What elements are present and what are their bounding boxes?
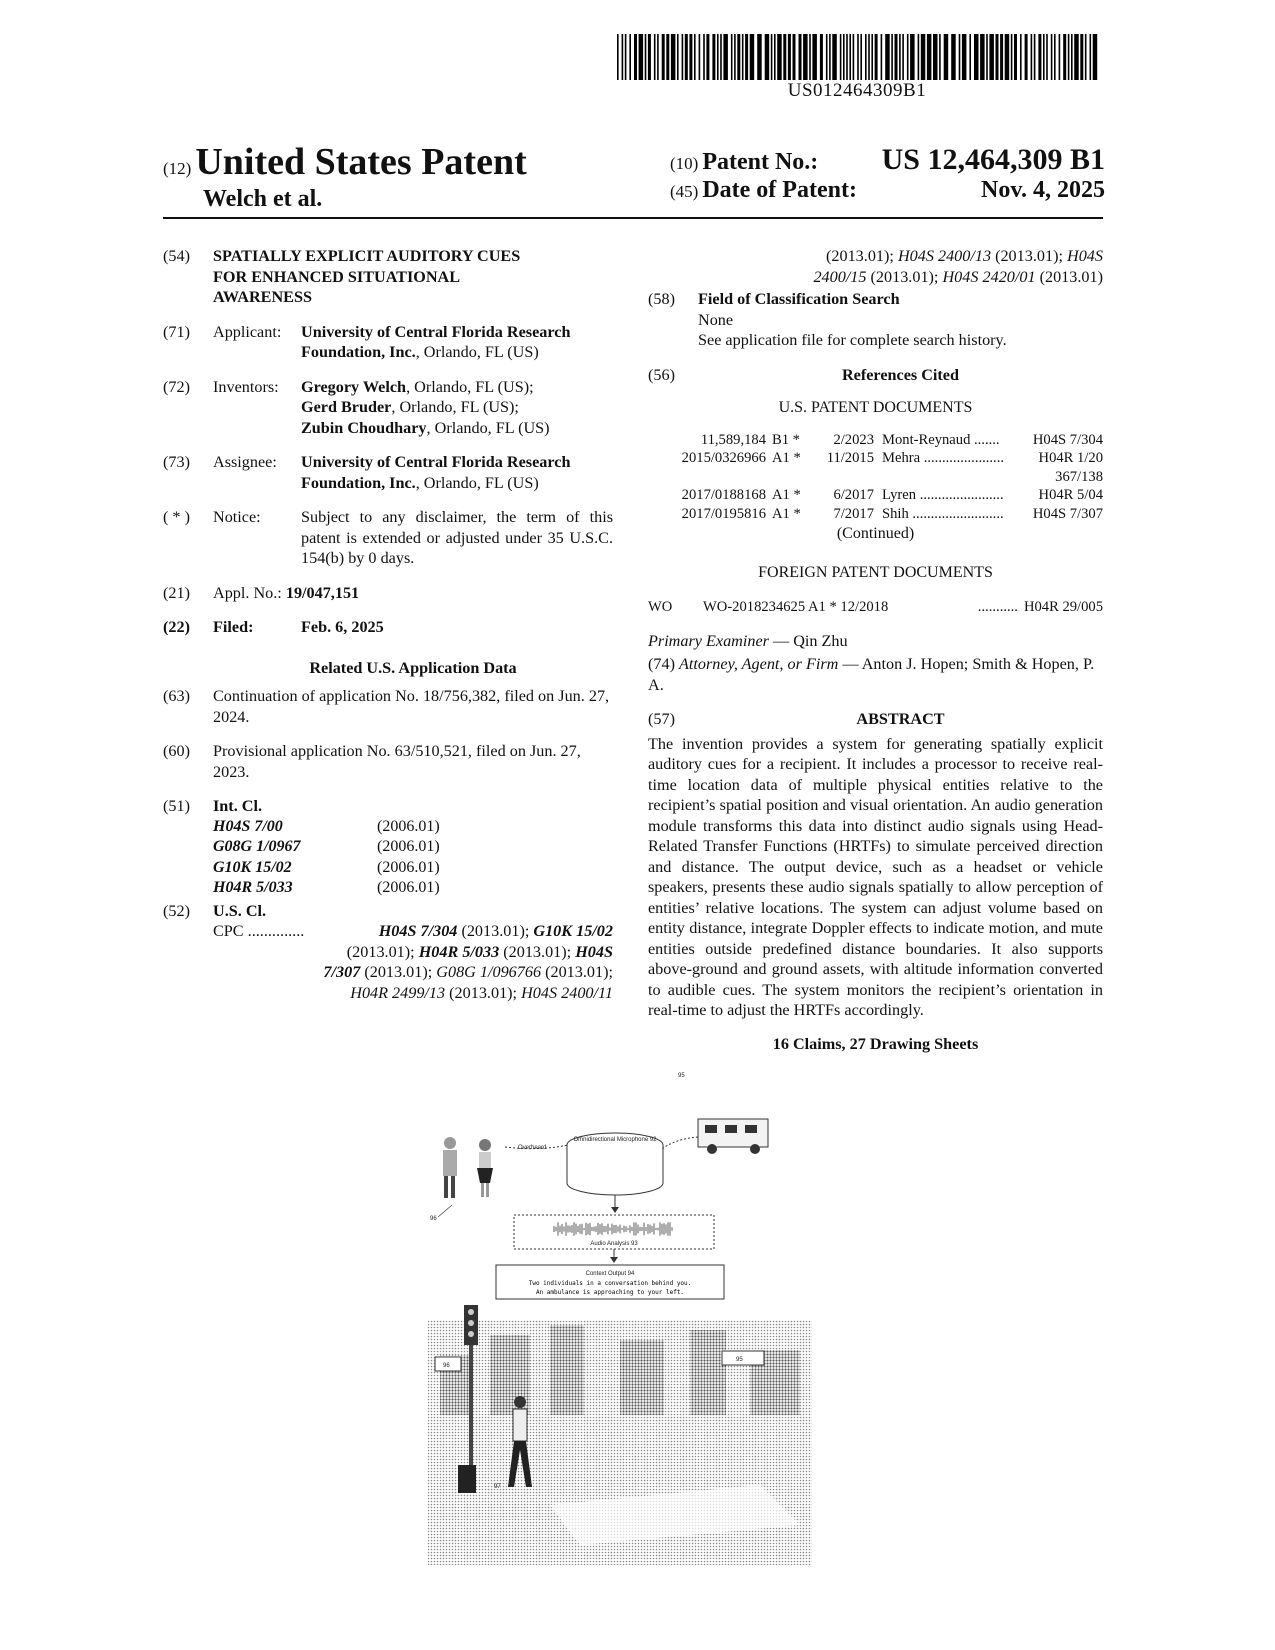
authors: Welch et al. (203, 186, 323, 212)
label-box-95 (722, 1351, 764, 1365)
continued-note: (Continued) (836, 525, 915, 542)
foreign-docs-heading: FOREIGN PATENT DOCUMENTS (758, 563, 993, 581)
related-heading: Related U.S. Application Data (309, 658, 517, 677)
intcl-version: (2006.01) (377, 817, 440, 835)
us-docs-heading: U.S. PATENT DOCUMENTS (778, 399, 973, 416)
cpc-class: H04S 2420/01 (942, 267, 1036, 286)
cpc-text (213, 921, 613, 1003)
doc-type: United States Patent (195, 141, 527, 183)
code-51: (51) (163, 797, 190, 815)
ref-97-label: 97 (494, 1484, 501, 1490)
label-box-95-text: 95 (736, 1357, 743, 1363)
context-output-line: Two individuals in a conversation behind you. (528, 1280, 692, 1287)
ref-kind: A1 * (772, 487, 801, 503)
field-search-entry (648, 289, 1103, 351)
cpc-class: 2400/15 (813, 267, 867, 286)
cpc-label: CPC .............. (213, 922, 305, 940)
foreign-dots: ........... (977, 599, 1018, 615)
intcl-class: H04S 7/00 (213, 817, 283, 835)
ref-name: Lyren ....................... (882, 487, 1004, 503)
ref-number: 2015/0326966 (681, 450, 766, 466)
continuation-text: Continuation of application No. 18/756,382, filed on Jun. 27, 2024. (213, 687, 610, 726)
mic-label: Omnidirectional Microphone 92 (573, 1137, 657, 1143)
ref-name: Mehra ...................... (882, 450, 1005, 466)
inventor-location: , Orlando, FL (US) (426, 418, 550, 437)
date-label: Date of Patent: (702, 177, 857, 203)
microphone-illustration (567, 1133, 663, 1195)
assignee-location: , Orlando, FL (US) (415, 473, 539, 492)
cpc-class: H04S (575, 942, 613, 961)
cpc-version: (2013.01); (360, 963, 437, 981)
header-right (670, 143, 1105, 204)
uscl-label: U.S. Cl. (213, 901, 267, 920)
overheard-label: Overheard (518, 1145, 547, 1151)
appl-entry (163, 583, 613, 604)
table-row (648, 486, 1103, 505)
patent-no-label: Patent No.: (702, 149, 819, 175)
references-heading: References Cited (841, 365, 959, 384)
references-heading-row (648, 365, 1103, 386)
ref-date: 2/2023 (833, 431, 874, 448)
audio-analysis-label: Audio Analysis 93 (590, 1241, 638, 1247)
cpc-class: 7/307 (323, 963, 361, 981)
intcl-table (213, 817, 454, 899)
table-row (648, 449, 1103, 468)
cpc-class: H04R 5/033 (418, 942, 500, 961)
ref-date: 11/2015 (826, 450, 874, 466)
abstract-heading-row (648, 709, 1103, 730)
cpc-class: H04R 2499/13 (350, 983, 446, 1002)
continuation-entry (163, 686, 613, 727)
inventor-location: , Orlando, FL (US); (406, 377, 534, 396)
code-57: (57) (648, 710, 675, 728)
cpc-class: H04S 2400/11 (521, 983, 613, 1002)
intcl-entry (163, 796, 613, 899)
examiner-label: Primary Examiner (648, 631, 769, 650)
intcl-version: (2006.01) (377, 858, 440, 876)
context-output-title: Context Output 94 (585, 1271, 635, 1277)
ref-kind: B1 * (772, 431, 800, 448)
cpc-class: H04S 2400/13 (897, 247, 992, 265)
ref-number: 2017/0195816 (681, 505, 766, 522)
us-references-table (648, 431, 1103, 524)
ref-name: Shih ......................... (882, 505, 1004, 522)
inventor-location: , Orlando, FL (US); (391, 398, 519, 416)
code-54: (54) (163, 247, 190, 265)
patent-date: Nov. 4, 2025 (980, 177, 1105, 203)
ref-class: H04S 7/304 (1032, 431, 1103, 448)
ambulance-illustration (698, 1119, 768, 1154)
code-73: (73) (163, 453, 190, 471)
code-74: (74) (648, 655, 675, 673)
inventors-label: Inventors: (213, 377, 279, 396)
field-none: None (698, 310, 734, 329)
ref-number: 2017/0188168 (681, 487, 766, 503)
intcl-version: (2006.01) (377, 838, 440, 855)
code-63: (63) (163, 687, 190, 705)
provisional-entry (163, 741, 613, 782)
foreign-ref-row (648, 597, 1103, 618)
filed-label: Filed: (213, 618, 254, 636)
ref-kind: A1 * (772, 450, 801, 466)
patent-title: SPATIALLY EXPLICIT AUDITORY CUES FOR ENHANCED SITUATIONAL AWARENESS (213, 247, 521, 306)
ref-class: H04S 7/307 (1032, 505, 1103, 522)
field-see: See application file for complete search history. (698, 331, 1007, 349)
ref-date: 6/2017 (833, 487, 874, 503)
ref-kind (766, 468, 812, 487)
cpc-version: (2013.01) (1035, 267, 1103, 286)
filed-date: Feb. 6, 2025 (301, 618, 384, 636)
patent-number: US 12,464,309 B1 (881, 143, 1105, 176)
code-58: (58) (648, 290, 675, 308)
intcl-version: (2006.01) (377, 879, 440, 896)
abstract-text: The invention provides a system for generating spatially explicit auditory cues for a recipient. It includes a processor to receive real-time location data of multiple physical entities relative to the recipient’s spatial position and visual orientation. An audio generation module transforms this data into distinct audio signals using Head-Related Transfer Functions (HRTFs) to simulate perceived direction and distance. The output device, such as a headset or vehicle speakers, presents these audio signals spatially to allow perception of entities’ relative locations. The system can adjust volume based on entity distance, integrate Doppler effects to indicate motion, and mute entities outside predefined distance boundaries. It also supports above-ground and ground assets, with altitude information converted to audible cues. The system monitors the recipient’s orientation in real-time to adjust the HRTFs accordingly. (648, 734, 1103, 1019)
table-row (648, 505, 1103, 524)
cpc-version: (2013.01); (346, 942, 419, 961)
cpc-class: H04S 7/304 (378, 922, 458, 940)
barcode-number: US012464309B1 (787, 80, 927, 101)
cpc-version: (2013.01); (826, 247, 898, 265)
cpc-version: (2013.01); (991, 247, 1068, 265)
code-52: (52) (163, 901, 190, 920)
assignee-label: Assignee: (213, 453, 277, 471)
code-22: (22) (163, 618, 190, 636)
filed-entry (163, 617, 613, 638)
applicant-location: , Orlando, FL (US) (415, 343, 539, 361)
code-72: (72) (163, 377, 190, 396)
people-illustration (443, 1137, 493, 1198)
code-56: (56) (648, 365, 675, 384)
ref-class: H04R 5/04 (1038, 487, 1103, 503)
notice-label: Notice: (213, 508, 261, 526)
foreign-class: H04R 29/005 (1023, 599, 1103, 615)
label-box-96-text: 96 (443, 1363, 450, 1369)
code-45: (45) (670, 182, 699, 201)
cpc-version: (2013.01); (499, 942, 576, 961)
cpc-version: (2013.01); (541, 963, 613, 981)
intcl-label: Int. Cl. (213, 797, 263, 815)
ref-name: Mont-Reynaud ....... (882, 431, 1000, 448)
ambulance-arrow (662, 1137, 698, 1149)
ref-class: H04R 1/20 (1038, 450, 1103, 466)
field-label: Field of Classification Search (698, 290, 900, 308)
ref-date: 7/2017 (833, 505, 874, 522)
foreign-country: WO (648, 599, 673, 615)
abstract-heading: ABSTRACT (856, 710, 945, 728)
ref-95-label: 95 (678, 1073, 685, 1079)
intcl-row (213, 837, 454, 858)
claims-summary: 16 Claims, 27 Drawing Sheets (772, 1034, 979, 1053)
intcl-class: G08G 1/0967 (213, 838, 301, 855)
context-output-line: An ambulance is approaching to your left. (535, 1289, 685, 1296)
intcl-row (213, 817, 454, 838)
assignee-entry (163, 452, 613, 493)
code-notice: ( * ) (163, 508, 190, 526)
applicant-name: University of Central Florida Research Foundation, Inc. (301, 322, 571, 361)
inventor-name: Gregory Welch (301, 377, 407, 396)
title-entry (163, 246, 613, 308)
table-row (648, 468, 1103, 487)
uscl-entry (163, 901, 613, 1004)
inventors-entry (163, 377, 613, 439)
code-60: (60) (163, 742, 190, 760)
intcl-class: G10K 15/02 (213, 858, 292, 876)
code-10: (10) (670, 154, 699, 173)
code-71: (71) (163, 322, 190, 341)
table-row (648, 431, 1103, 450)
intcl-row (213, 858, 454, 879)
provisional-text: Provisional application No. 63/510,521, filed on Jun. 27, 2023. (213, 742, 581, 781)
appl-label: Appl. No.: (213, 583, 282, 602)
cpc-class: H04S (1067, 247, 1103, 265)
representative-figure (430, 1073, 810, 1565)
ref-date (812, 468, 882, 487)
cpc-version: (2013.01); (866, 267, 943, 286)
ref-96-label: 96 (430, 1216, 437, 1222)
header-rule (163, 217, 1103, 219)
ref-class: 367/138 (1055, 468, 1103, 485)
notice-entry (163, 507, 613, 569)
attorney-label: Attorney, Agent, or Firm (679, 655, 839, 673)
cpc-continuation (648, 246, 1103, 287)
barcode (617, 34, 1097, 80)
ref-name (882, 468, 1022, 487)
examiner-name: — Qin Zhu (768, 631, 848, 650)
street-scene-illustration (428, 1305, 812, 1565)
cpc-version: (2013.01); (457, 922, 534, 940)
ref-kind: A1 * (772, 505, 801, 522)
ref-number (648, 468, 766, 487)
cpc-version: (2013.01); (445, 983, 522, 1002)
inventor-name: Zubin Choudhary (301, 418, 427, 437)
code-12: (12) (163, 159, 192, 178)
ref-number: 11,589,184 (700, 431, 766, 448)
notice-text: Subject to any disclaimer, the term of this patent is extended or adjusted under 35 U.S.C. 154(b) by 0 days. (301, 508, 613, 567)
assignee-name: University of Central Florida Research Foundation, Inc. (301, 453, 571, 492)
appl-number: 19/047,151 (285, 583, 360, 602)
intcl-class: H04R 5/033 (213, 879, 293, 896)
applicant-label: Applicant: (213, 322, 282, 341)
applicant-entry (163, 322, 613, 363)
cpc-class: G10K 15/02 (533, 922, 613, 940)
intcl-row (213, 878, 454, 899)
foreign-number: WO-2018234625 A1 * 12/2018 (703, 599, 889, 615)
attorney-name: — Anton J. Hopen; Smith & Hopen, P. A. (648, 655, 1095, 694)
code-21: (21) (163, 583, 190, 602)
right-column (648, 246, 1103, 1054)
attorney-line (648, 654, 1103, 695)
inventor-name: Gerd Bruder (301, 398, 392, 416)
cpc-class: G08G 1/096766 (436, 963, 542, 981)
header-left (163, 140, 527, 213)
left-column (163, 246, 613, 1017)
examiner-line (648, 631, 1103, 652)
